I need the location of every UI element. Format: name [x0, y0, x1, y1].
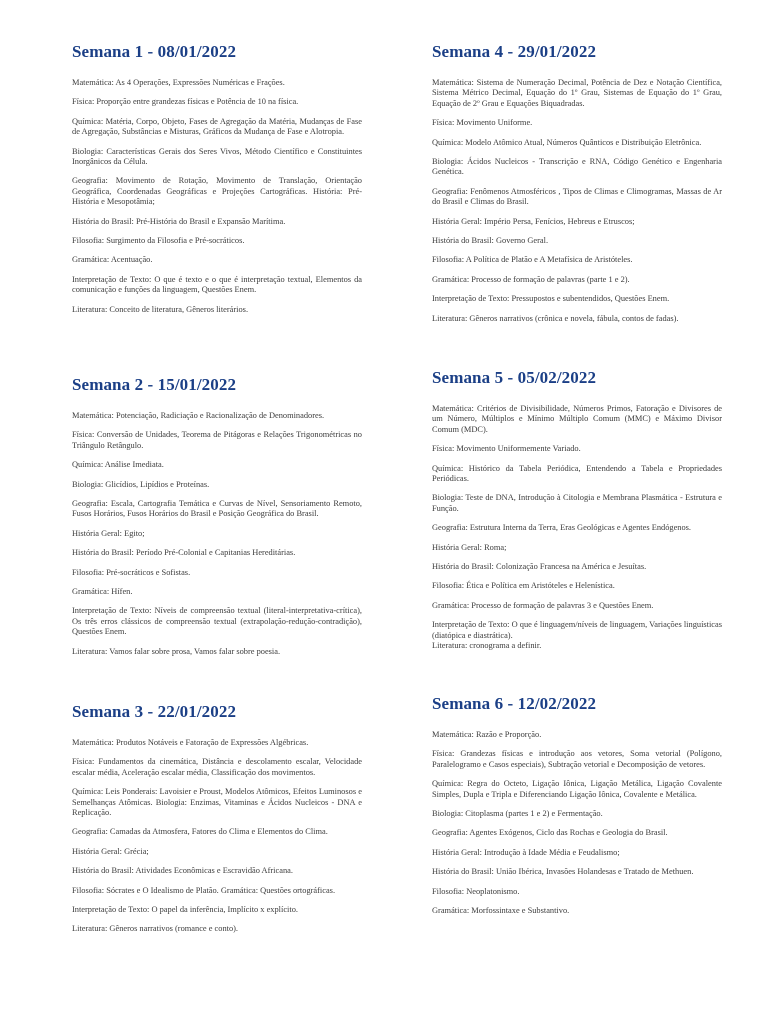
week-items	[72, 78, 362, 315]
topic-item: Filosofia: Neoplatonismo.	[432, 886, 520, 896]
topic-item: Literatura: Conceito de literatura, Gêneros literários.	[72, 304, 249, 314]
topic-item: História Geral: Império Persa, Fenícios, Hebreus e Etruscos;	[432, 216, 635, 226]
topic-item: Gramática: Acentuação.	[72, 255, 153, 265]
topic-item: Geografia: Movimento de Rotação, Movimento de Translação, Orientação Geográfica, Coordenadas Geográficas e Projeções Cartográficas. História: Pré-História e Mesopotâmia;	[72, 176, 362, 207]
topic-item: Física: Movimento Uniformemente Variado.	[432, 444, 581, 454]
topic-item: Gramática: Processo de formação de palavras 3 e Questões Enem.	[432, 600, 654, 610]
week-section	[432, 368, 722, 661]
topic-item: Biologia: Teste de DNA, Introdução à Citologia e Membrana Plasmática - Estrutura e Função.	[432, 493, 722, 513]
topic-item: História do Brasil: Período Pré-Colonial e Capitanias Hereditárias.	[72, 548, 296, 558]
topic-item: Biologia: Características Gerais dos Seres Vivos, Método Científico e Constituintes Inorgânicos da Célula.	[72, 146, 362, 167]
topic-item: Física: Movimento Uniforme.	[432, 118, 533, 128]
topic-item: História Geral: Egito;	[72, 528, 145, 538]
topic-item: Interpretação de Texto: O que é linguagem/níveis de linguagem, Variações linguísticas (diatópica e diastrática). Literatura: cronograma a definir.	[432, 620, 722, 651]
week-items	[432, 730, 722, 916]
week-title: Semana 3 - 22/01/2022	[72, 702, 237, 721]
topic-item: Matemática: Sistema de Numeração Decimal, Potência de Dez e Notação Científica, Sistema Métrico Decimal, Equação do 1º Grau, Sistemas de Equação do 1º Grau, Equação de 2º Grau e Equações Biquadradas.	[432, 78, 722, 108]
topic-item: Filosofia: Ética e Política em Aristóteles e Helenística.	[432, 581, 615, 591]
topic-item: História do Brasil: Colonização Francesa na América e Jesuítas.	[432, 562, 647, 572]
topic-item: Gramática: Processo de formação de palavras (parte 1 e 2).	[432, 274, 630, 284]
topic-item: Biologia: Citoplasma (partes 1 e 2) e Fermentação.	[432, 809, 603, 819]
week-items	[72, 738, 362, 935]
topic-item: Biologia: Ácidos Nucleicos - Transcrição e RNA, Código Genético e Engenharia Genética.	[432, 157, 722, 177]
week-section	[72, 375, 362, 666]
topic-item: Biologia: Glicídios, Lipídios e Proteínas.	[72, 479, 210, 489]
topic-item: História do Brasil: Pré-História do Brasil e Expansão Marítima.	[72, 216, 286, 226]
topic-item: Matemática: Potenciação, Radiciação e Racionalização de Denominadores.	[72, 411, 325, 420]
topic-item: Geografia: Escala, Cartografia Temática e Curvas de Nível, Sensoriamento Remoto, Fusos Horários, Fusos Horários do Brasil e Posição Geográfica do Brasil.	[72, 499, 362, 519]
topic-item: Geografia: Fenômenos Atmosféricos , Tipos de Climas e Climogramas, Massas de Ar do Brasil e Climas do Brasil.	[432, 186, 722, 207]
week-title: Semana 4 - 29/01/2022	[432, 42, 597, 61]
topic-item: Matemática: Critérios de Divisibilidade, Números Primos, Fatoração e Divisores de um Número, Múltiplos e Mínimo Múltiplo Comum (MMC) e Máximo Divisor Comum (MDC).	[432, 404, 722, 434]
week-title: Semana 2 - 15/01/2022	[72, 375, 237, 394]
week-title: Semana 6 - 12/02/2022	[432, 694, 597, 713]
topic-item: Química: Histórico da Tabela Periódica, Entendendo a Tabela e Propriedades Periódicas.	[432, 463, 722, 484]
topic-item: Literatura: Gêneros narrativos (romance e conto).	[72, 924, 239, 934]
topic-item: Química: Análise Imediata.	[72, 460, 164, 470]
topic-item: Gramática: Morfossintaxe e Substantivo.	[432, 906, 570, 916]
topic-item: Filosofia: Surgimento da Filosofia e Pré-socráticos.	[72, 236, 245, 246]
week-items	[72, 411, 362, 657]
week-items	[432, 78, 722, 324]
week-section	[72, 702, 362, 944]
topic-item: Química: Matéria, Corpo, Objeto, Fases de Agregação da Matéria, Mudanças de Fase de Agregação, Substâncias e Misturas, Gráficos da Mudança de Fase e Alotropia.	[72, 116, 362, 137]
topic-item: Geografia: Agentes Exógenos, Ciclo das Rochas e Geologia do Brasil.	[432, 828, 668, 838]
topic-item: Física: Fundamentos da cinemática, Distância e descolamento escalar, Velocidade escalar média, Aceleração escalar média, Classificação dos movimentos.	[72, 757, 362, 777]
topic-item: Literatura: Gêneros narrativos (crônica e novela, fábula, contos de fadas).	[432, 313, 679, 323]
topic-item: Filosofia: Pré-socráticos e Sofistas.	[72, 567, 191, 577]
topic-item: Filosofia: A Política de Platão e A Metafísica de Aristóteles.	[432, 255, 633, 265]
topic-item: Geografia: Camadas da Atmosfera, Fatores do Clima e Elementos do Clima.	[72, 827, 328, 837]
topic-item: Química: Leis Ponderais: Lavoisier e Proust, Modelos Atômicos, Efeitos Luminosos e Semelhanças Atômicas. Biologia: Enzimas, Vitaminas e Ácidos Nucleicos - DNA e Replicação.	[72, 787, 362, 818]
topic-item: Matemática: As 4 Operações, Expressões Numéricas e Frações.	[72, 78, 285, 87]
topic-item: Interpretação de Texto: O papel da inferência, Implícito x explícito.	[72, 905, 298, 915]
topic-item: Gramática: Hífen.	[72, 587, 133, 597]
week-items	[432, 404, 722, 652]
topic-item: História do Brasil: Atividades Econômicas e Escravidão Africana.	[72, 866, 293, 876]
topic-item: História Geral: Roma;	[432, 542, 507, 552]
topic-item: Interpretação de Texto: Níveis de compreensão textual (literal-interpretativa-crítica), Os três erros clássicos de compreensão textual (extrapolação-redução-contradição), Questões Enem.	[72, 606, 362, 637]
topic-item: Filosofia: Sócrates e O Idealismo de Platão. Gramática: Questões ortográficas.	[72, 885, 336, 895]
topic-item: Física: Proporção entre grandezas físicas e Potência de 10 na física.	[72, 97, 299, 107]
topic-item: História do Brasil: Governo Geral.	[432, 236, 549, 246]
week-section	[72, 42, 362, 324]
week-section	[432, 42, 722, 333]
topic-item: Química: Modelo Atômico Atual, Números Quânticos e Distribuição Eletrônica.	[432, 137, 702, 147]
topic-item: Geografia: Estrutura Interna da Terra, Eras Geológicas e Agentes Endógenos.	[432, 523, 692, 533]
topic-item: Física: Grandezas físicas e introdução aos vetores, Soma vetorial (Polígono, Paralelogramo e Casos especiais), Subtração vetorial e Decomposição de vetores.	[432, 749, 722, 769]
topic-item: Matemática: Razão e Proporção.	[432, 730, 542, 739]
week-title: Semana 1 - 08/01/2022	[72, 42, 237, 61]
topic-item: Física: Conversão de Unidades, Teorema de Pitágoras e Relações Trigonométricas no Triângulo Retângulo.	[72, 430, 362, 450]
topic-item: Literatura: Vamos falar sobre prosa, Vamos falar sobre poesia.	[72, 646, 281, 656]
topic-item: História Geral: Grécia;	[72, 846, 149, 856]
topic-item: História do Brasil: União Ibérica, Invasões Holandesas e Tratado de Methuen.	[432, 867, 694, 877]
topic-item: História Geral: Introdução à Idade Média e Feudalismo;	[432, 847, 620, 857]
topic-item: Matemática: Produtos Notáveis e Fatoração de Expressões Algébricas.	[72, 738, 309, 747]
week-title: Semana 5 - 05/02/2022	[432, 368, 597, 387]
week-section	[432, 694, 722, 925]
topic-item: Interpretação de Texto: O que é texto e o que é interpretação textual, Elementos da comunicação e funções da linguagem, Questões Enem.	[72, 274, 362, 295]
topic-item: Química: Regra do Octeto, Ligação Iônica, Ligação Metálica, Ligação Covalente Simples, Dupla e Tripla e Diferenciando Ligação Iônica, Covalente e Metálica.	[432, 779, 722, 799]
topic-item: Interpretação de Texto: Pressupostos e subentendidos, Questões Enem.	[432, 294, 670, 304]
